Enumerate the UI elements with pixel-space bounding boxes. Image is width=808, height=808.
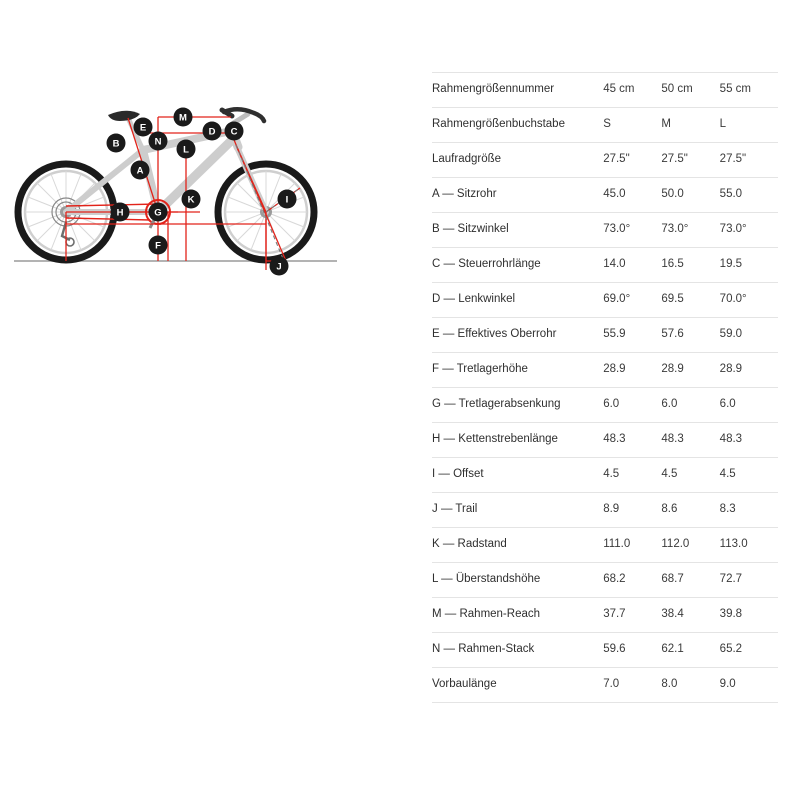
row-value-s: 6.0 [603, 388, 661, 423]
row-label: I — Offset [432, 458, 603, 493]
row-value-l: 59.0 [720, 318, 778, 353]
row-label: Rahmengrößennummer [432, 73, 603, 108]
bike-geometry-diagram [0, 0, 400, 340]
row-value-l: 65.2 [720, 633, 778, 668]
row-label: A — Sitzrohr [432, 178, 603, 213]
row-value-l: 28.9 [720, 353, 778, 388]
row-value-m: 50.0 [661, 178, 719, 213]
marker-A [131, 161, 150, 180]
table-row [432, 668, 778, 703]
row-value-m: 38.4 [661, 598, 719, 633]
row-value-m: M [661, 108, 719, 143]
row-value-m: 8.6 [661, 493, 719, 528]
row-value-l: 8.3 [720, 493, 778, 528]
table-row [432, 493, 778, 528]
row-label: Vorbaulänge [432, 668, 603, 703]
geometry-table [432, 72, 778, 703]
svg-text:K: K [187, 194, 195, 206]
svg-text:F: F [155, 240, 161, 252]
row-label: B — Sitzwinkel [432, 213, 603, 248]
row-label: K — Radstand [432, 528, 603, 563]
row-value-l: 55.0 [720, 178, 778, 213]
row-label: C — Steuerrohrlänge [432, 248, 603, 283]
marker-D [203, 122, 222, 141]
row-value-m: 8.0 [661, 668, 719, 703]
row-label: N — Rahmen-Stack [432, 633, 603, 668]
row-value-m: 27.5" [661, 143, 719, 178]
table-row [432, 248, 778, 283]
row-value-m: 16.5 [661, 248, 719, 283]
marker-E [134, 118, 153, 137]
svg-text:B: B [112, 138, 120, 150]
row-value-s: 4.5 [603, 458, 661, 493]
marker-M [174, 108, 193, 127]
marker-L [177, 140, 196, 159]
svg-text:G: G [154, 207, 162, 219]
row-label: Rahmengrößenbuchstabe [432, 108, 603, 143]
svg-text:H: H [116, 207, 124, 219]
row-value-s: 45 cm [603, 73, 661, 108]
row-value-l: 39.8 [720, 598, 778, 633]
row-value-s: 55.9 [603, 318, 661, 353]
row-value-m: 50 cm [661, 73, 719, 108]
row-value-s: 111.0 [603, 528, 661, 563]
row-value-m: 112.0 [661, 528, 719, 563]
svg-text:M: M [179, 112, 187, 124]
saddle [108, 111, 140, 121]
marker-J [270, 257, 289, 276]
row-label: M — Rahmen-Reach [432, 598, 603, 633]
row-value-s: S [603, 108, 661, 143]
row-value-l: 9.0 [720, 668, 778, 703]
row-label: J — Trail [432, 493, 603, 528]
table-row [432, 423, 778, 458]
svg-text:L: L [183, 144, 189, 156]
row-value-s: 14.0 [603, 248, 661, 283]
marker-N [149, 132, 168, 151]
row-value-m: 69.5 [661, 283, 719, 318]
row-value-m: 48.3 [661, 423, 719, 458]
row-value-s: 73.0° [603, 213, 661, 248]
marker-H [111, 203, 130, 222]
row-label: Laufradgröße [432, 143, 603, 178]
row-value-m: 62.1 [661, 633, 719, 668]
row-value-s: 68.2 [603, 563, 661, 598]
table-row [432, 108, 778, 143]
marker-B [107, 134, 126, 153]
row-label: H — Kettenstrebenlänge [432, 423, 603, 458]
table-row [432, 598, 778, 633]
row-value-l: 113.0 [720, 528, 778, 563]
table-row [432, 283, 778, 318]
svg-text:E: E [139, 122, 147, 134]
row-value-l: 27.5" [720, 143, 778, 178]
marker-I [278, 190, 297, 209]
geometry-table-body [432, 73, 778, 703]
svg-text:A: A [136, 165, 144, 177]
row-value-l: 55 cm [720, 73, 778, 108]
row-label: G — Tretlagerabsenkung [432, 388, 603, 423]
row-label: D — Lenkwinkel [432, 283, 603, 318]
row-value-s: 27.5" [603, 143, 661, 178]
marker-G [149, 203, 168, 222]
svg-text:J: J [276, 261, 282, 273]
row-value-m: 68.7 [661, 563, 719, 598]
table-row [432, 353, 778, 388]
row-value-l: 48.3 [720, 423, 778, 458]
row-value-s: 7.0 [603, 668, 661, 703]
marker-F [149, 236, 168, 255]
table-row [432, 388, 778, 423]
table-row [432, 563, 778, 598]
svg-text:C: C [230, 126, 238, 138]
row-value-s: 69.0° [603, 283, 661, 318]
svg-text:I: I [285, 194, 289, 206]
row-value-m: 57.6 [661, 318, 719, 353]
row-value-s: 28.9 [603, 353, 661, 388]
table-row [432, 73, 778, 108]
row-value-s: 8.9 [603, 493, 661, 528]
table-row [432, 458, 778, 493]
row-label: L — Überstandshöhe [432, 563, 603, 598]
row-value-m: 6.0 [661, 388, 719, 423]
table-row [432, 178, 778, 213]
table-row [432, 528, 778, 563]
svg-text:N: N [154, 136, 162, 148]
marker-K [182, 190, 201, 209]
row-value-s: 59.6 [603, 633, 661, 668]
row-value-l: 70.0° [720, 283, 778, 318]
row-value-l: 4.5 [720, 458, 778, 493]
row-value-l: 72.7 [720, 563, 778, 598]
marker-C [225, 122, 244, 141]
row-value-l: L [720, 108, 778, 143]
row-value-s: 37.7 [603, 598, 661, 633]
table-row [432, 143, 778, 178]
row-value-s: 45.0 [603, 178, 661, 213]
row-value-m: 28.9 [661, 353, 719, 388]
row-value-l: 19.5 [720, 248, 778, 283]
table-row [432, 633, 778, 668]
row-label: F — Tretlagerhöhe [432, 353, 603, 388]
row-label: E — Effektives Oberrohr [432, 318, 603, 353]
row-value-l: 73.0° [720, 213, 778, 248]
row-value-l: 6.0 [720, 388, 778, 423]
table-row [432, 213, 778, 248]
row-value-m: 73.0° [661, 213, 719, 248]
row-value-m: 4.5 [661, 458, 719, 493]
row-value-s: 48.3 [603, 423, 661, 458]
svg-text:D: D [208, 126, 216, 138]
table-row [432, 318, 778, 353]
